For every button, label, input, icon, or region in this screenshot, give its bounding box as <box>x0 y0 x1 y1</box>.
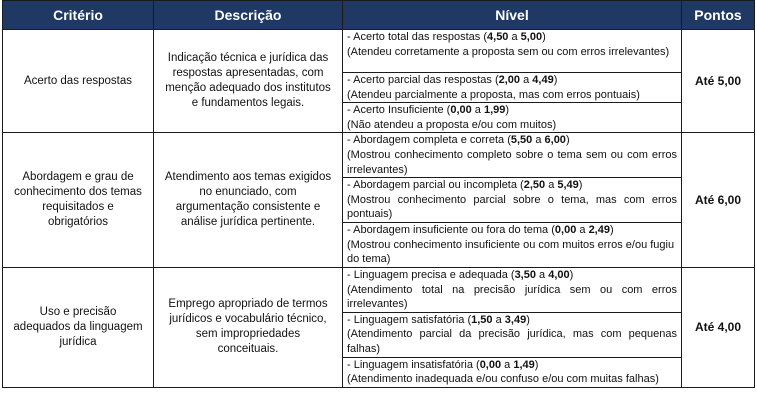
descricao-cell: Atendimento aos temas exigidos no enunciado, com argumentação consistente e análise jurídica pertinente. <box>154 133 343 268</box>
nivel-cell: - Abordagem insuficiente ou fora do tema (0,00 a 2,49) (Mostrou conhecimento insuficiente ou com muitos erros e/ou fugiu do tema) <box>343 223 682 268</box>
descricao-cell: Emprego apropriado de termos jurídicos e vocabulário técnico, sem impropriedades conceituais. <box>154 267 343 387</box>
nivel-cell: - Linguagem satisfatória (1,50 a 3,49) (Atendimento parcial da precisão jurídica, mas com pequenas falhas) <box>343 312 682 357</box>
criterio-cell: Abordagem e grau de conhecimento dos temas requisitados e obrigatórios <box>3 133 154 268</box>
nivel-cell: - Acerto total das respostas (4,50 a 5,00) (Atendeu corretamente a proposta sem ou com erros irrelevantes) <box>343 30 682 73</box>
nivel-cell: - Abordagem parcial ou incompleta (2,50 a 5,49) (Mostrou conhecimento parcial sobre o tema, mas com erros pontuais) <box>343 178 682 223</box>
nivel-cell: - Linguagem precisa e adequada (3,50 a 4,00) (Atendimento total na precisão jurídica sem ou com erros irrelevantes) <box>343 267 682 312</box>
nivel-cell: - Linguagem insatisfatória (0,00 a 1,49) (Atendimento inadequada e/ou confuso e/ou com muitas falhas) <box>343 357 682 387</box>
pontos-cell: Até 5,00 <box>682 30 755 133</box>
descricao-cell: Indicação técnica e jurídica das respostas apresentadas, com menção adequado dos institutos e fundamentos legais. <box>154 30 343 133</box>
criterio-cell: Acerto das respostas <box>3 30 154 133</box>
table-row <box>3 133 755 178</box>
nivel-cell: - Acerto Insuficiente (0,00 a 1,99) (Não atendeu a proposta e/ou com muitos) <box>343 103 682 133</box>
nivel-cell: - Abordagem completa e correta (5,50 a 6,00) (Mostrou conhecimento completo sobre o tema sem ou com erros irrelevantes) <box>343 133 682 178</box>
table-row <box>3 30 755 73</box>
criterio-cell: Uso e precisão adequados da linguagem jurídica <box>3 267 154 387</box>
criteria-table <box>2 0 755 388</box>
header-criterio: Critério <box>3 1 154 30</box>
header-descricao: Descrição <box>154 1 343 30</box>
pontos-cell: Até 6,00 <box>682 133 755 268</box>
header-nivel: Nível <box>343 1 682 30</box>
table-header-row <box>3 1 755 30</box>
nivel-cell: - Acerto parcial das respostas (2,00 a 4,49) (Atendeu parcialmente a proposta, mas com erros pontuais) <box>343 73 682 103</box>
table-row <box>3 267 755 312</box>
header-pontos: Pontos <box>682 1 755 30</box>
pontos-cell: Até 4,00 <box>682 267 755 387</box>
